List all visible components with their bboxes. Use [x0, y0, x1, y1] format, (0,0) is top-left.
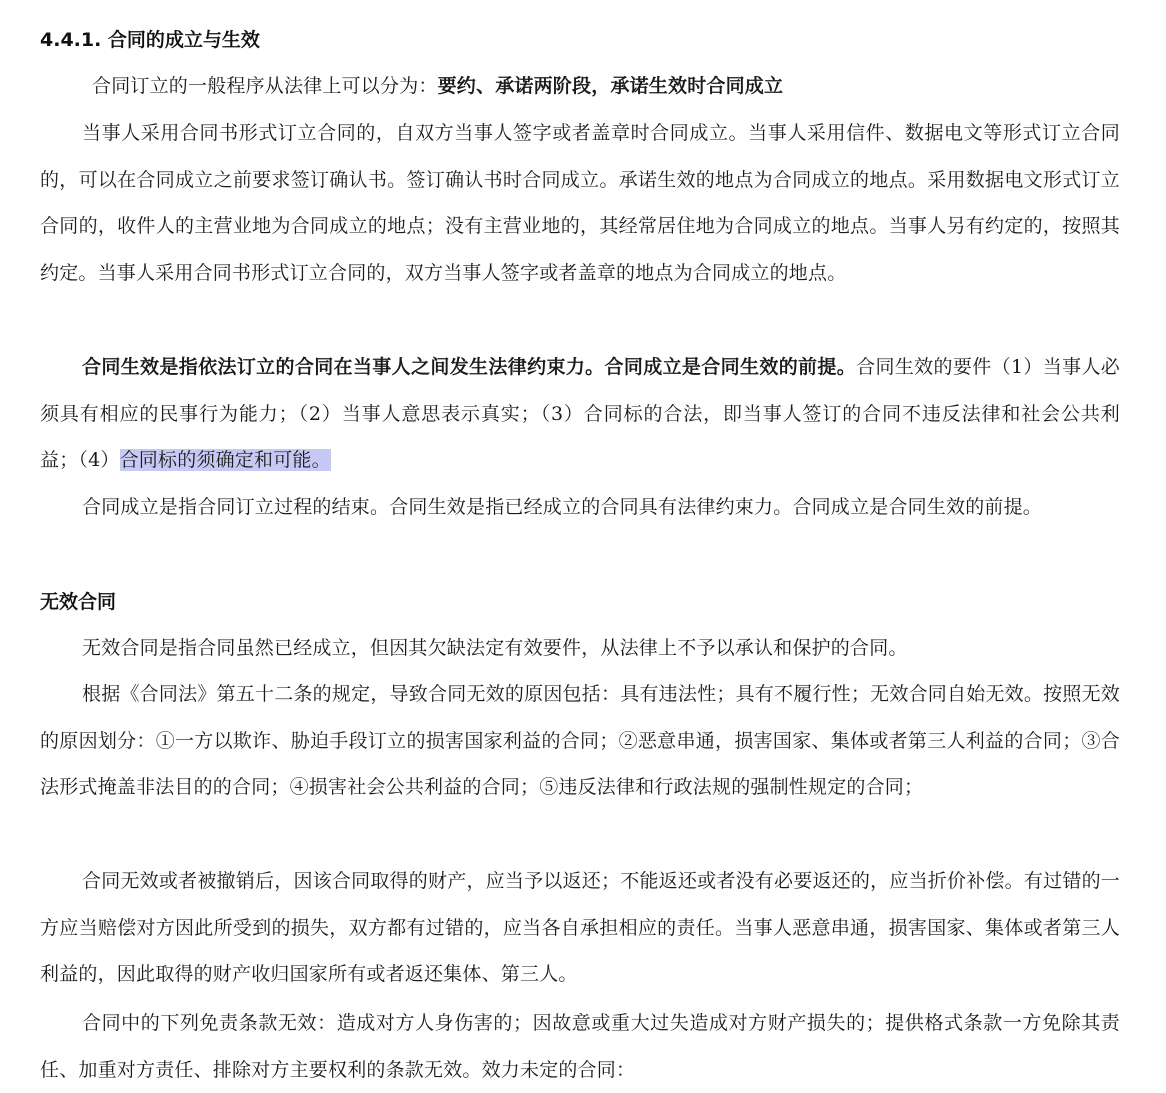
void-contract-heading: 无效合同 [40, 591, 117, 613]
intro-paragraph [40, 63, 1120, 110]
void-causes-paragraph: 根据《合同法》第五十二条的规定，导致合同无效的原因包括：具有违法性；具有不履行性；无效合同自始无效。按照无效的原因划分：①一方以欺诈、胁迫手段订立的损害国家利益的合同；②恶意串通，损害国家、集体或者第三人利益的合同；③合法形式掩盖非法目的的合同；④损害社会公共利益的合同；⑤违反法律和行政法规的强制性规定的合同； [40, 683, 1120, 799]
formation-paragraph: 当事人采用合同书形式订立合同的，自双方当事人签字或者盖章时合同成立。当事人采用信件、数据电文等形式订立合同的，可以在合同成立之前要求签订确认书。签订确认书时合同成立。承诺生效的地点为合同成立的地点。采用数据电文形式订立合同的，收件人的主营业地为合同成立的地点；没有主营业地的，其经常居住地为合同成立的地点。当事人另有约定的，按照其约定。当事人采用合同书形式订立合同的，双方当事人签字或者盖章的地点为合同成立的地点。 [40, 122, 1120, 284]
void-consequence-paragraph: 合同无效或者被撤销后，因该合同取得的财产，应当予以返还；不能返还或者没有必要返还的，应当折价补偿。有过错的一方应当赔偿对方因此所受到的损失，双方都有过错的，应当各自承担相应的责任。当事人恶意串通，损害国家、集体或者第三人利益的，因此取得的财产收归国家所有或者返还集体、第三人。 [40, 870, 1120, 986]
exemption-paragraph: 合同中的下列免责条款无效：造成对方人身伤害的；因故意或重大过失造成对方财产损失的；提供格式条款一方免除其责任、加重对方责任、排除对方主要权利的条款无效。效力未定的合同： [40, 1012, 1120, 1081]
effect-bold-text: 合同生效是指依法订立的合同在当事人之间发生法律约束力。合同成立是合同生效的前提。 [82, 356, 857, 378]
section-heading: 4.4.1. 合同的成立与生效 [40, 29, 260, 51]
intro-prefix: 合同订立的一般程序从法律上可以分为： [92, 75, 438, 97]
highlighted-text[interactable]: 合同标的须确定和可能。 [119, 449, 331, 472]
void-definition-paragraph: 无效合同是指合同虽然已经成立，但因其欠缺法定有效要件，从法律上不予以承认和保护的合同。 [82, 637, 908, 659]
effect-text: 合同生效的要件（1）当事人必须具有相应的民事行为能力；（2）当事人意思表示真实；（3）合同标的合法，即当事人签订的合同不违反法律和社会公共利益；（4） [40, 356, 1120, 472]
effect-paragraph [40, 344, 1120, 484]
compare-paragraph: 合同成立是指合同订立过程的结束。合同生效是指已经成立的合同具有法律约束力。合同成立是合同生效的前提。 [82, 496, 1043, 518]
intro-bold-text: 要约、承诺两阶段，承诺生效时合同成立 [437, 75, 784, 97]
